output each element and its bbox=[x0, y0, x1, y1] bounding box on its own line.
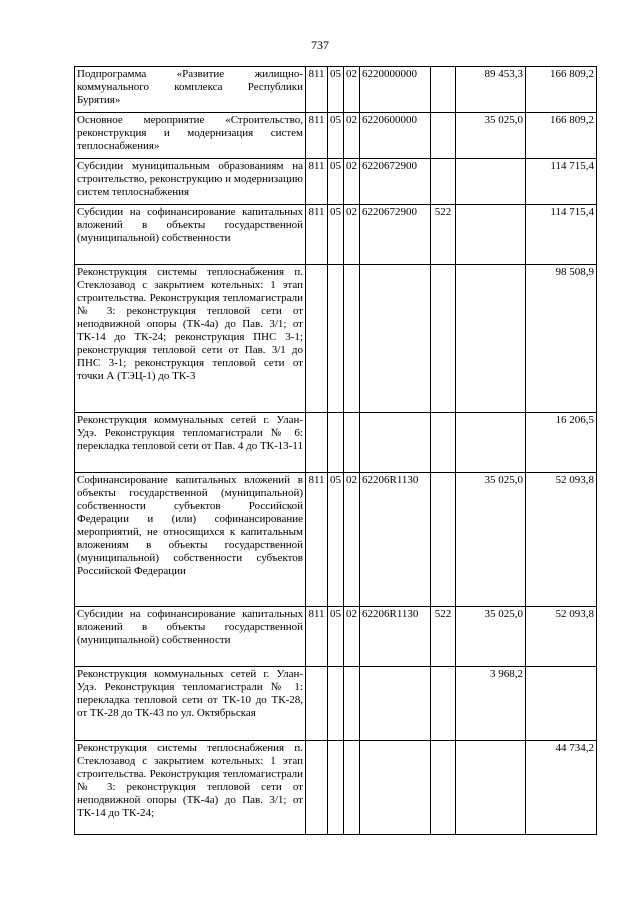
row-name: Софинансирование капитальных вложений в объекты государственной (муниципальной) собственности субъектов Российской Федерации и (или) софинансирование мероприятий, не относящихся к капитальным вложениям в объекты государственной (муниципальной) собственности субъектов Российской Федерации bbox=[75, 473, 306, 607]
table-row bbox=[75, 265, 597, 413]
table-row bbox=[75, 67, 597, 113]
table-row bbox=[75, 667, 597, 741]
row-grbs bbox=[306, 741, 328, 835]
row-grbs: 811 bbox=[306, 67, 328, 113]
row-rz: 05 bbox=[328, 205, 344, 265]
row-rz: 05 bbox=[328, 67, 344, 113]
row-csr: 6220672900 bbox=[360, 205, 431, 265]
row-rz: 05 bbox=[328, 607, 344, 667]
row-vr bbox=[431, 413, 456, 473]
row-vr bbox=[431, 159, 456, 205]
row-name: Реконструкция системы теплоснабжения п. Стеклозавод с закрытием котельных: 1 этап строительства. Реконструкция тепломагистрали № 3: реконструкция тепловой сети от неподвижной опоры (ТК-4а) до Пав. 3/1; от ТК-14 до ТК-24; bbox=[75, 741, 306, 835]
row-pr bbox=[344, 667, 360, 741]
row-rz: 05 bbox=[328, 473, 344, 607]
row-vr bbox=[431, 67, 456, 113]
row-csr: 6220600000 bbox=[360, 113, 431, 159]
table-row bbox=[75, 205, 597, 265]
row-vr: 522 bbox=[431, 607, 456, 667]
row-amount2: 52 093,8 bbox=[526, 607, 597, 667]
row-vr: 522 bbox=[431, 205, 456, 265]
row-rz bbox=[328, 667, 344, 741]
row-grbs: 811 bbox=[306, 473, 328, 607]
table-row bbox=[75, 159, 597, 205]
row-pr: 02 bbox=[344, 67, 360, 113]
row-amount2: 98 508,9 bbox=[526, 265, 597, 413]
row-csr: 6220000000 bbox=[360, 67, 431, 113]
row-amount2: 44 734,2 bbox=[526, 741, 597, 835]
budget-table bbox=[74, 66, 597, 835]
row-vr bbox=[431, 667, 456, 741]
row-name: Реконструкция коммунальных сетей г. Улан-Удэ. Реконструкция тепломагистрали № 1: перекладка тепловой сети от ТК-10 до ТК-28, от ТК-28 до ТК-43 по ул. Октябрьская bbox=[75, 667, 306, 741]
row-amount1: 89 453,3 bbox=[456, 67, 526, 113]
row-csr: 6220672900 bbox=[360, 159, 431, 205]
row-pr bbox=[344, 265, 360, 413]
row-csr bbox=[360, 741, 431, 835]
row-rz bbox=[328, 741, 344, 835]
row-pr bbox=[344, 741, 360, 835]
row-amount2: 166 809,2 bbox=[526, 67, 597, 113]
row-name: Субсидии муниципальным образованиям на строительство, реконструкцию и модернизацию систем теплоснабжения bbox=[75, 159, 306, 205]
row-csr: 62206R1130 bbox=[360, 473, 431, 607]
row-amount2: 52 093,8 bbox=[526, 473, 597, 607]
row-name: Реконструкция коммунальных сетей г. Улан-Удэ. Реконструкция тепломагистрали № 6: перекладка тепловой сети от Пав. 4 до ТК-13-11 bbox=[75, 413, 306, 473]
row-csr bbox=[360, 265, 431, 413]
row-amount2 bbox=[526, 667, 597, 741]
row-vr bbox=[431, 741, 456, 835]
row-name: Реконструкция системы теплоснабжения п. Стеклозавод с закрытием котельных: 1 этап строительства. Реконструкция тепломагистрали № 3: реконструкция тепловой сети от неподвижной опоры (ТК-4а) до Пав. 3/1; от ТК-14 до ТК-24; реконструкция ПНС 3-1; реконструкция тепловой сети от Пав. 3/1 до ПНС 3-1; реконструкция тепловой сети от точки А (ТЭЦ-1) до ТК-3 bbox=[75, 265, 306, 413]
row-rz bbox=[328, 265, 344, 413]
row-amount1 bbox=[456, 205, 526, 265]
row-name: Субсидии на софинансирование капитальных вложений в объекты государственной (муниципальной) собственности bbox=[75, 607, 306, 667]
row-csr bbox=[360, 667, 431, 741]
table-row bbox=[75, 741, 597, 835]
row-grbs bbox=[306, 265, 328, 413]
row-grbs bbox=[306, 667, 328, 741]
row-grbs: 811 bbox=[306, 607, 328, 667]
row-csr: 62206R1130 bbox=[360, 607, 431, 667]
row-csr bbox=[360, 413, 431, 473]
row-amount2: 16 206,5 bbox=[526, 413, 597, 473]
row-grbs: 811 bbox=[306, 205, 328, 265]
row-pr: 02 bbox=[344, 205, 360, 265]
row-amount2: 166 809,2 bbox=[526, 113, 597, 159]
row-name: Основное мероприятие «Строительство, реконструкция и модернизация систем теплоснабжения» bbox=[75, 113, 306, 159]
row-amount1 bbox=[456, 159, 526, 205]
row-amount1 bbox=[456, 265, 526, 413]
row-pr bbox=[344, 413, 360, 473]
row-name: Подпрограмма «Развитие жилищно-коммунального комплекса Республики Бурятия» bbox=[75, 67, 306, 113]
row-pr: 02 bbox=[344, 113, 360, 159]
row-pr: 02 bbox=[344, 159, 360, 205]
row-grbs bbox=[306, 413, 328, 473]
row-grbs: 811 bbox=[306, 113, 328, 159]
row-vr bbox=[431, 265, 456, 413]
row-pr: 02 bbox=[344, 607, 360, 667]
row-rz: 05 bbox=[328, 159, 344, 205]
table-row bbox=[75, 113, 597, 159]
row-amount1: 35 025,0 bbox=[456, 113, 526, 159]
table-body bbox=[75, 67, 597, 835]
row-amount1 bbox=[456, 741, 526, 835]
row-amount1: 35 025,0 bbox=[456, 607, 526, 667]
row-name: Субсидии на софинансирование капитальных вложений в объекты государственной (муниципальной) собственности bbox=[75, 205, 306, 265]
table-row bbox=[75, 607, 597, 667]
row-pr: 02 bbox=[344, 473, 360, 607]
row-rz: 05 bbox=[328, 113, 344, 159]
table-row bbox=[75, 473, 597, 607]
row-rz bbox=[328, 413, 344, 473]
table-row bbox=[75, 413, 597, 473]
row-amount1: 3 968,2 bbox=[456, 667, 526, 741]
row-vr bbox=[431, 473, 456, 607]
page-number: 737 bbox=[311, 38, 329, 52]
row-amount2: 114 715,4 bbox=[526, 205, 597, 265]
row-vr bbox=[431, 113, 456, 159]
row-amount1 bbox=[456, 413, 526, 473]
row-grbs: 811 bbox=[306, 159, 328, 205]
row-amount1: 35 025,0 bbox=[456, 473, 526, 607]
row-amount2: 114 715,4 bbox=[526, 159, 597, 205]
